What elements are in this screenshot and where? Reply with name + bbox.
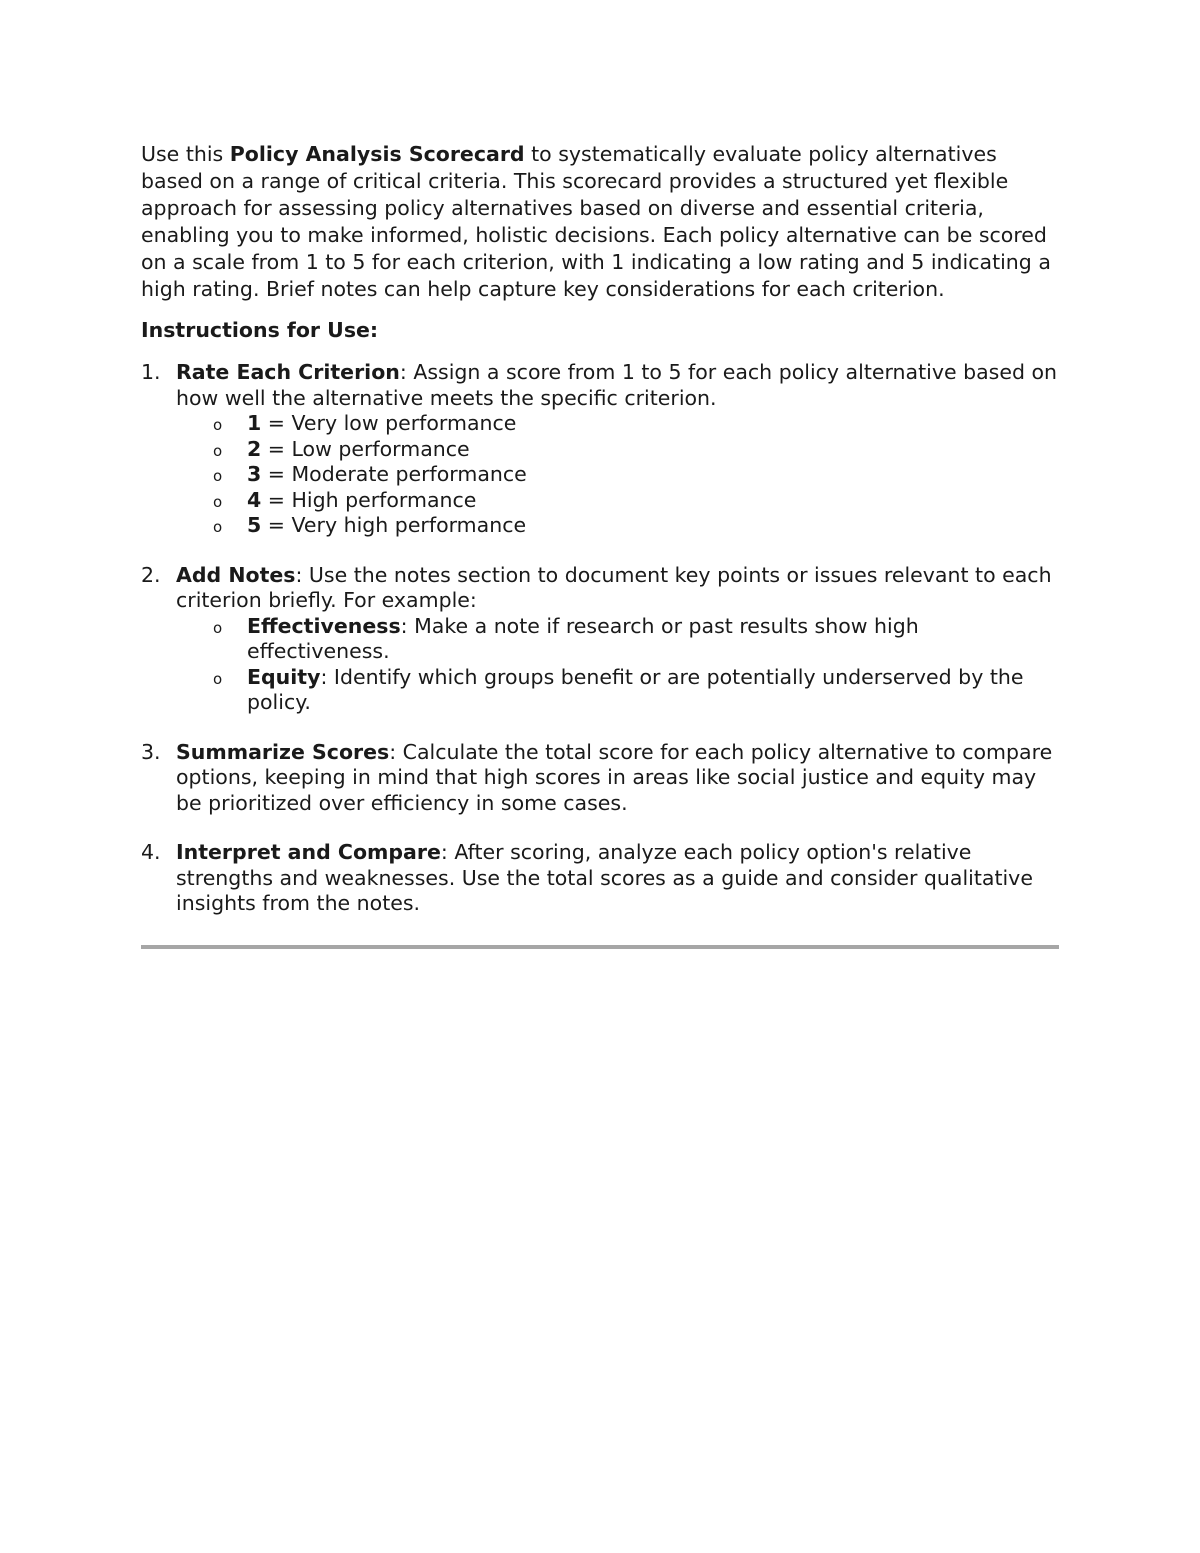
- bullet-marker: o: [213, 416, 223, 434]
- rating-term: 5: [247, 513, 262, 537]
- step-number: 1.: [141, 360, 161, 384]
- notes-example-item: [176, 614, 1059, 665]
- rating-item: [176, 462, 1059, 488]
- rating-item: [176, 411, 1059, 437]
- step-number: 2.: [141, 562, 161, 587]
- step-rate-each-criterion: [141, 360, 1059, 539]
- intro-rest: to systematically evaluate policy alternatives based on a range of critical criteria. This scorecard provides a structured yet flexible approach for assessing policy alternatives based on diverse and essential criteria, enabling you to make informed, holistic decisions. Each policy alternative can be scored on a scale from 1 to 5 for each criterion, with 1 indicating a low rating and 5 indicating a high rating. Brief notes can help capture key considerations for each criterion.: [141, 142, 1051, 301]
- notes-example-item: [176, 665, 1059, 716]
- rating-term: 2: [247, 436, 262, 461]
- rating-term: 3: [247, 462, 262, 486]
- intro-lead: Use this: [141, 142, 230, 166]
- bullet-marker: o: [213, 618, 223, 637]
- example-text: : Identify which groups benefit or are potentially underserved by the policy.: [247, 664, 1024, 714]
- bullet-marker: o: [213, 441, 223, 460]
- rating-text: = High performance: [261, 487, 477, 512]
- example-term: Equity: [247, 664, 321, 689]
- rating-text: = Moderate performance: [261, 462, 527, 486]
- rating-text: = Very high performance: [261, 513, 527, 537]
- step-number: 4.: [141, 840, 161, 864]
- notes-example-list: [176, 614, 1059, 716]
- step-text: : Calculate the total score for each policy alternative to compare options, keeping in mind that high scores in areas like social justice and equity may be prioritized over efficiency in some cases.: [176, 739, 1053, 815]
- step-interpret-and-compare: [141, 840, 1059, 917]
- rating-item: [176, 437, 1059, 463]
- step-title: Add Notes: [176, 562, 296, 587]
- step-number: 3.: [141, 739, 161, 764]
- bullet-marker: o: [213, 492, 223, 511]
- bullet-marker: o: [213, 669, 223, 688]
- intro-paragraph: [141, 141, 1059, 303]
- instructions-list: [141, 360, 1059, 917]
- rating-scale-list: [176, 411, 1059, 539]
- step-title: Interpret and Compare: [176, 840, 441, 864]
- step-add-notes: [141, 563, 1059, 716]
- bullet-marker: o: [213, 467, 223, 485]
- rating-text: = Low performance: [261, 436, 470, 461]
- rating-item: [176, 513, 1059, 539]
- step-text: : Use the notes section to document key points or issues relevant to each criterion briefly. For example:: [176, 562, 1052, 612]
- rating-term: 1: [247, 411, 262, 435]
- step-title: Rate Each Criterion: [176, 360, 400, 384]
- instructions-heading: Instructions for Use:: [141, 318, 379, 342]
- step-text: : After scoring, analyze each policy option's relative strengths and weaknesses. Use the total scores as a guide and consider qualitative insights from the notes.: [176, 840, 1033, 915]
- rating-term: 4: [247, 487, 262, 512]
- example-term: Effectiveness: [247, 613, 401, 638]
- intro-emphasis: Policy Analysis Scorecard: [229, 142, 525, 166]
- section-divider: [141, 945, 1059, 949]
- example-text: : Make a note if research or past results show high effectiveness.: [247, 613, 919, 663]
- rating-text: = Very low performance: [261, 411, 517, 435]
- bullet-marker: o: [213, 518, 223, 536]
- document-body: [141, 141, 1059, 917]
- rating-item: [176, 488, 1059, 514]
- step-text: : Assign a score from 1 to 5 for each policy alternative based on how well the alternative meets the specific criterion.: [176, 360, 1058, 410]
- step-summarize-scores: [141, 740, 1059, 817]
- step-title: Summarize Scores: [176, 739, 390, 764]
